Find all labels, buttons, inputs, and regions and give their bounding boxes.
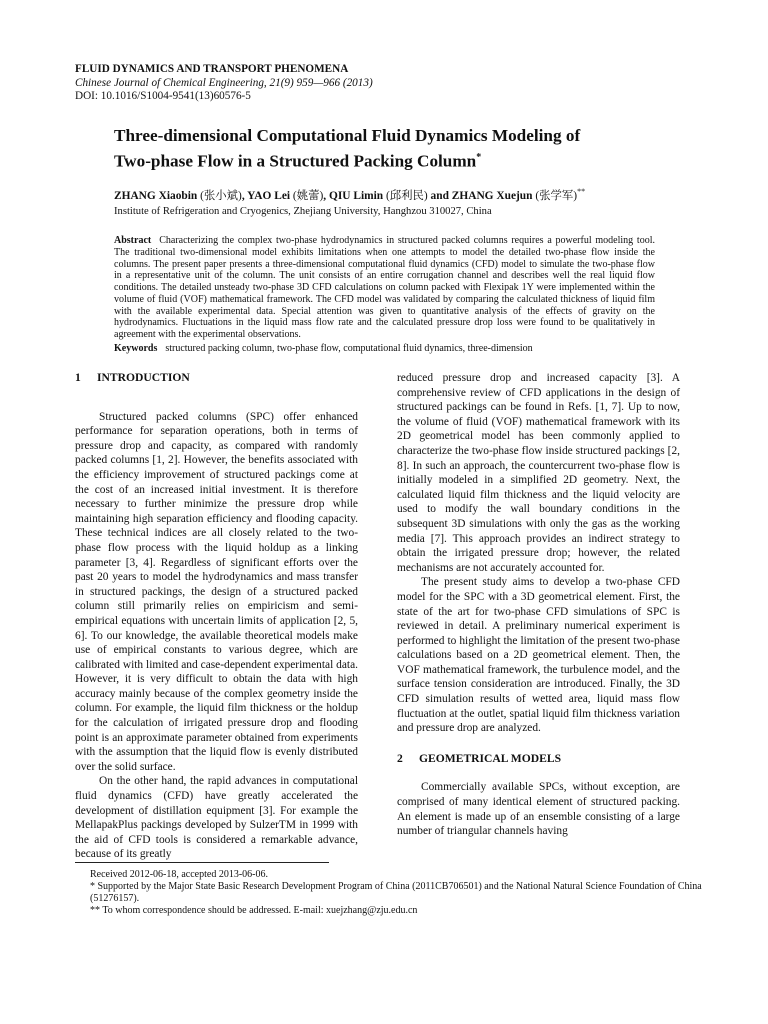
title-line-1: Three-dimensional Computational Fluid Dynamics Modeling of: [114, 126, 581, 145]
section-heading-geometrical-models: [397, 752, 680, 767]
author-4: and ZHANG Xuejun: [427, 189, 533, 202]
abstract-label: Abstract: [114, 235, 152, 246]
body-paragraph: Structured packed columns (SPC) offer enhanced performance for separation operations, both in terms of pressure drop and capacity, as compared with randomly packed columns [1, 2]. However, the benefits associated with the efficiency improvement of structured packings come at the cost of an increased initial investment. It is therefore necessary to further minimize the pressure drop while maintaining high separation efficiency and flooding capacity. These technical indices are all closely related to the two-phase flow process with the liquid holdup as a linking parameter [3, 4]. Regardless of significant efforts over the past 20 years to model the hydrodynamics and mass transfer in structured packings, the design of a structured packed column still primarily relies on empiricism and semi-empirical equations with uncertain limits of application [2, 5, 6]. To our knowledge, the available theoretical models make use of empirical constants to various degree, which are calibrated with limited and case-dependent experimental data. However, it is very difficult to obtain the data with high accuracy mainly because of the complex geometry inside the column. For example, the liquid film thickness or the holdup for the calculation of irrigated pressure drop and flooding point is an approximate parameter obtained from experiments with the assumption that the liquid flow is evenly distributed over the solid surface.: [75, 410, 358, 773]
footnote-corr-mark: **: [90, 905, 103, 916]
footnote-corr-text[interactable]: To whom correspondence should be addressed. E-mail: xuejzhang@zju.edu.cn: [102, 905, 418, 916]
section-heading-introduction: [75, 371, 358, 386]
footnote-rule: [75, 862, 329, 863]
author-3: , QIU Limin: [323, 189, 384, 202]
affiliation: Institute of Refrigeration and Cryogenics, Zhejiang University, Hanghzou 310027, China: [114, 206, 492, 217]
author-3-chinese: (邱利民): [383, 189, 428, 202]
keywords-text: structured packing column, two-phase flow, computational fluid dynamics, three-dimension: [165, 343, 533, 354]
body-paragraph: Commercially available SPCs, without exception, are comprised of many identical element of structured packing. An element is made up of an ensemble consisting of a large number of triangular channels having: [397, 781, 680, 838]
abstract-text: Characterizing the complex two-phase hydrodynamics in structured packed columns requires a powerful modeling tool. The traditional two-dimensional model exhibits limitations when one attempts to model the detailed two-phase flow inside the columns. The present paper presents a three-dimensional computational fluid dynamics (CFD) model to simulate the two-phase flow in a representative unit of the column. The unit consists of an entire corrugation channel and describes well the real liquid flow conditions. The detailed unsteady two-phase 3D CFD calculations on column packed with Flexipak 1Y were implemented within the volume of fluid (VOF) mathematical framework. The CFD model was validated by comparing the calculated thickness of liquid film with the available experimental data. Special attention was given to quantitative analysis of the effects of gravity on the hydrodynamics. Fluctuations in the liquid mass flow rate and the calculated pressure drop loss were found to be qualitatively in agreement with the experimental observations.: [114, 235, 655, 340]
body-column-left: [75, 371, 358, 862]
section-number: 2: [397, 751, 403, 765]
title-line-2: Two-phase Flow in a Structured Packing Column: [114, 151, 477, 171]
author-2-chinese: (姚蕾): [290, 189, 324, 202]
author-2: , YAO Lei: [241, 189, 291, 202]
footnote-support-text: Supported by the Major State Basic Research Development Program of China (2011CB706501) and the National Natural Science Foundation of China (51276157).: [90, 881, 702, 904]
doi[interactable]: DOI: 10.1016/S1004-9541(13)60576-5: [75, 90, 251, 103]
keywords-label: Keywords: [114, 343, 158, 354]
paper-title: [114, 125, 674, 173]
keywords: [114, 343, 674, 355]
author-list: [114, 185, 674, 203]
author-footnote-mark: **: [577, 187, 586, 196]
abstract: [114, 235, 655, 341]
journal-citation: Chinese Journal of Chemical Engineering, 21(9) 959—966 (2013): [75, 76, 373, 89]
footnote-support-mark: *: [90, 881, 98, 892]
footnote-received: Received 2012-06-18, accepted 2013-06-06.: [90, 869, 268, 880]
author-4-chinese: (张学军): [532, 189, 578, 202]
author-1: ZHANG Xiaobin: [114, 189, 198, 202]
journal-header: [75, 63, 695, 104]
title-footnote-mark: *: [476, 152, 482, 163]
body-column-right: [397, 371, 680, 839]
footnote-support: [75, 881, 730, 905]
body-paragraph: The present study aims to develop a two-phase CFD model for the SPC with a 3D geometrical element. First, the state of the art for two-phase CFD simulations of SPC is reviewed in detail. A preliminary numerical experiment is performed to highlight the limitation of the present two-phase calculations based on a 2D geometrical element. Then, the VOF mathematical framework, the turbulence model, and the surface tension consideration are introduced. Finally, the 3D CFD simulation results of wetted area, liquid mass flow fluctuation at the outlet, spatial liquid film thickness variation and pressure drop are analyzed.: [397, 576, 680, 735]
section-title: GEOMETRICAL MODELS: [419, 751, 562, 765]
section-title: INTRODUCTION: [97, 371, 190, 384]
body-paragraph: reduced pressure drop and increased capacity [3]. A comprehensive review of CFD applications in the design of structured packings can be found in Refs. [1, 7]. Up to now, the volume of fluid (VOF) mathematical framework with its 2D geometrical model has been commonly applied to characterize the two-phase flow inside structured packings [2, 8]. In such an approach, the countercurrent two-phase flow is initially modeled in a simplified 2D geometry. Next, the calculated liquid film thickness and the liquid velocity are used to modify the wall boundary conditions in the subsequent 3D simulations with only the gas as the working media [7]. This approach provides an indirect strategy to obtain the irrigated pressure drop; however, the related mechanisms are not accurately accounted for.: [397, 372, 680, 574]
section-category: FLUID DYNAMICS AND TRANSPORT PHENOMENA: [75, 63, 349, 75]
section-number: 1: [75, 371, 81, 384]
author-1-chinese: (张小斌): [197, 189, 242, 202]
body-paragraph: On the other hand, the rapid advances in computational fluid dynamics (CFD) have greatly accelerated the development of distillation equipment [3]. For example the MellapakPlus packings developed by SulzerTM in 1999 with the aid of CFD tools is considered a remarkable advance, because of its greatly: [75, 775, 358, 861]
footnote-correspondence: [75, 905, 730, 917]
